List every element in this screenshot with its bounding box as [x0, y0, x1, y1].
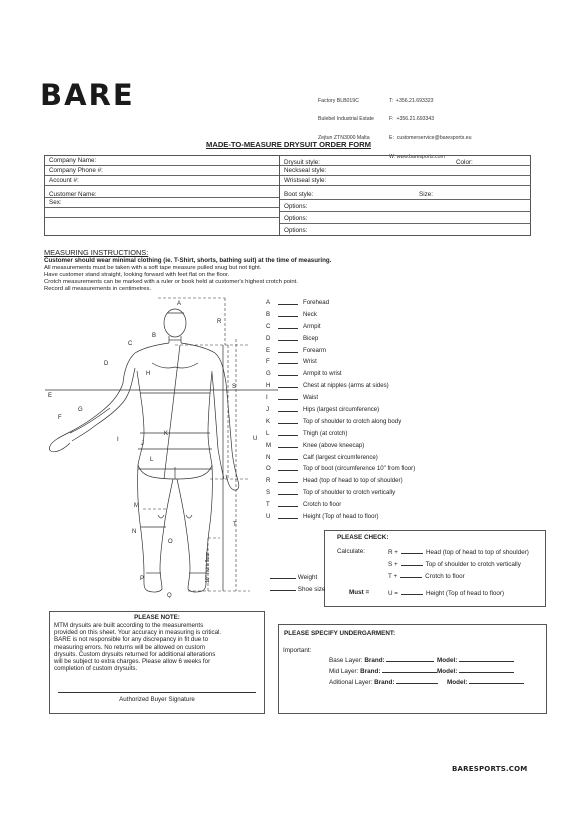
measurement-desc: Calf (largest circumference)	[303, 453, 378, 461]
model-blank[interactable]	[459, 667, 514, 673]
check-desc: Head (top of head to top of shoulder)	[425, 549, 529, 556]
drysuit-style-field[interactable]	[280, 156, 531, 166]
measurement-desc: Waist	[303, 394, 319, 402]
calculate-label: Calculate:	[337, 548, 366, 555]
instructions-heading: MEASURING INSTRUCTIONS:	[44, 248, 149, 257]
check-desc: Top of shoulder to crotch vertically	[425, 561, 521, 568]
figure-letter-j: J	[141, 441, 144, 447]
contact-email: E: customerservice@baresports.eu	[389, 135, 472, 142]
form-title: MADE-TO-MEASURE DRYSUIT ORDER FORM	[206, 140, 371, 149]
check-term: S +	[388, 561, 398, 568]
figure-letter-t: T	[233, 522, 237, 528]
figure-letter-h: H	[146, 371, 151, 377]
figure-letter-r: R	[217, 319, 222, 325]
measurement-desc: Height (Top of head to floor)	[303, 513, 379, 521]
check-term: T +	[388, 573, 398, 580]
color-label: Color:	[456, 159, 473, 166]
mid-layer-row	[329, 667, 437, 675]
customer-info-table	[44, 155, 531, 236]
measurement-letter: O	[266, 465, 271, 473]
brand-blank[interactable]	[382, 667, 437, 673]
signature-label: Authorized Buyer Signature	[119, 696, 195, 703]
measurement-letter: R	[266, 477, 271, 485]
measurement-letter: I	[266, 394, 268, 402]
model-blank[interactable]	[469, 678, 524, 684]
figure-letter-q: Q	[167, 593, 172, 598]
measurement-letter: G	[266, 370, 271, 378]
weight-label: Weight	[297, 574, 318, 581]
field-label: Company Name:	[49, 157, 97, 164]
instructions-clothing: Customer should wear minimal clothing (ie. T-Shirt, shorts, bathing suit) at the time of measuring.	[44, 257, 332, 264]
check-term: U =	[388, 590, 398, 597]
field-label: Customer Name:	[49, 191, 97, 198]
base-layer-row	[329, 656, 434, 664]
figure-letter-m: M	[134, 503, 139, 509]
check-row	[388, 560, 521, 568]
measurement-blank[interactable]	[278, 304, 298, 305]
figure-letter-s: S	[232, 384, 237, 390]
measurement-blank[interactable]	[278, 411, 298, 412]
customer-name-field[interactable]	[45, 186, 279, 198]
measurement-blank[interactable]	[278, 494, 298, 495]
measurement-letter: A	[266, 299, 271, 306]
blank-row	[45, 218, 279, 236]
measurement-blank[interactable]	[278, 316, 298, 317]
field-label: Boot style:	[284, 191, 314, 198]
note-line: measuring errors. No returns will be allowed on custom	[54, 643, 205, 651]
must-label: Must =	[349, 589, 370, 596]
check-desc: Height (Top of head to floor)	[425, 590, 505, 597]
please-note-box	[49, 611, 265, 714]
measurement-desc: Crotch to floor	[303, 501, 342, 509]
field-label: Wristseal style:	[284, 177, 327, 184]
measurement-blank[interactable]	[278, 518, 298, 519]
undergarment-title: PLEASE SPECIFY UNDERGARMENT:	[284, 630, 396, 637]
figure-letter-g: G	[78, 407, 83, 413]
please-note-text	[54, 622, 221, 672]
model-label: Model:	[437, 668, 458, 675]
check-term: R +	[388, 549, 398, 556]
customer-details	[45, 156, 280, 235]
measurement-desc: Top of shoulder to crotch vertically	[303, 489, 396, 497]
sex-field[interactable]	[45, 198, 279, 208]
measurement-blank[interactable]	[278, 506, 298, 507]
brand-label: Brand:	[364, 657, 385, 664]
measurement-letter: K	[266, 417, 271, 425]
field-label: Sex:	[49, 199, 62, 206]
layer-label: Mid Layer:	[329, 668, 359, 675]
mid-layer-model	[437, 667, 514, 675]
measurement-letter: S	[266, 489, 271, 497]
measurement-blank[interactable]	[278, 435, 298, 436]
important-label: Important:	[283, 647, 312, 654]
field-label: Account #:	[49, 177, 79, 184]
instruction-line: All measurements must be taken with a soft tape measure pulled snug but not tight.	[44, 265, 262, 271]
options-field[interactable]	[280, 212, 531, 224]
figure-letter-d: D	[104, 361, 109, 367]
check-row	[388, 589, 504, 597]
measurement-blank[interactable]	[278, 340, 298, 341]
measurement-letter: M	[266, 441, 272, 449]
measurement-desc: Knee (above kneecap)	[303, 441, 365, 449]
measurement-desc: Top of boot (circumference 10" from floor)	[303, 465, 416, 473]
figure-letter-c: C	[128, 341, 133, 347]
figure-letter-u: U	[253, 436, 258, 442]
note-line: BARE is not responsible for any discrepancy in fit due to	[54, 636, 209, 644]
measurement-blank[interactable]	[278, 482, 298, 483]
measurement-desc: Armpit to wrist	[303, 370, 342, 378]
model-label: Model:	[437, 657, 458, 664]
check-row	[388, 548, 529, 556]
measurement-letter: T	[266, 501, 270, 509]
measurement-blank[interactable]	[278, 399, 298, 400]
figure-letter-n: N	[132, 529, 137, 535]
options-field[interactable]	[280, 224, 531, 236]
instruction-line: Crotch measurements can be marked with a ruler or book held at customer's highest crotch point.	[44, 279, 298, 285]
undergarment-box	[278, 624, 547, 714]
measurement-desc: Chest at nipples (arms at sides)	[303, 382, 389, 390]
field-label: Options:	[284, 227, 308, 234]
address-line: Zejtun ZTN3000 Malta	[318, 135, 370, 142]
figure-letter-p: P	[140, 576, 145, 582]
measurement-letter: E	[266, 346, 271, 354]
field-label: Options:	[284, 203, 308, 210]
measurement-blank[interactable]	[278, 423, 298, 424]
check-blank[interactable]	[400, 572, 422, 578]
field-label: Options:	[284, 215, 308, 222]
field-label: Drysuit style:	[284, 159, 321, 166]
blank-row	[45, 208, 279, 218]
company-address	[318, 85, 374, 148]
contact-web: W: www.baresports.com	[389, 154, 445, 161]
company-phone-field[interactable]	[45, 166, 279, 176]
measurement-desc: Bicep	[303, 334, 319, 342]
footer-website: BARESPORTS.COM	[452, 765, 528, 773]
layer-label: Base Layer:	[329, 657, 363, 664]
measurement-letter: H	[266, 382, 271, 390]
from-floor-label: 10" from floor	[205, 552, 211, 583]
field-label: Company Phone #:	[49, 167, 103, 174]
measurement-letter: C	[266, 322, 271, 330]
figure-letter-b: B	[152, 333, 157, 339]
measurement-blank[interactable]	[278, 352, 298, 353]
note-line: provided on this sheet. Your accuracy in measuring is critical.	[54, 629, 222, 637]
measurement-letter: N	[266, 453, 271, 461]
model-label: Model:	[447, 679, 468, 686]
additional-layer-model	[447, 678, 524, 686]
additional-layer-row	[329, 678, 438, 686]
brand-blank[interactable]	[396, 678, 438, 684]
address-line: Bulebel Industrial Estate	[318, 116, 374, 123]
field-label: Neckseal style:	[284, 167, 327, 174]
options-field[interactable]	[280, 200, 531, 212]
wristseal-style-field[interactable]	[280, 176, 531, 186]
measurement-desc: Forearm	[303, 346, 327, 354]
figure-letter-a: A	[177, 301, 182, 307]
measurement-letter: B	[266, 310, 271, 318]
size-label: Size:	[419, 191, 433, 198]
measurement-desc: Wrist	[303, 358, 317, 366]
check-row	[388, 572, 465, 580]
figure-letter-e: E	[48, 393, 53, 399]
measurement-desc: Armpit	[303, 322, 321, 330]
account-field[interactable]	[45, 176, 279, 186]
company-name-field[interactable]	[45, 156, 279, 166]
contact-phone: T: +356.21.693323	[389, 97, 434, 104]
check-blank[interactable]	[401, 560, 423, 566]
measurement-letter: J	[266, 406, 270, 414]
measurement-desc: Forehead	[303, 299, 330, 306]
layer-label: Aditional Layer:	[329, 679, 373, 686]
measurement-letter: D	[266, 334, 271, 342]
brand-label: Brand:	[360, 668, 381, 675]
measurement-blank[interactable]	[278, 328, 298, 329]
measurement-desc: Thigh (at crotch)	[303, 429, 348, 437]
measurement-blank[interactable]	[278, 363, 298, 364]
check-blank[interactable]	[401, 548, 423, 554]
please-check-box	[324, 530, 546, 607]
measurement-blank[interactable]	[278, 447, 298, 448]
weight-field[interactable]	[270, 573, 317, 581]
weight-blank[interactable]	[270, 573, 296, 579]
please-check-title: PLEASE CHECK:	[337, 534, 389, 541]
check-blank[interactable]	[401, 589, 423, 595]
drysuit-details	[280, 156, 531, 235]
measurement-letter: F	[266, 358, 270, 366]
address-line: Factory BLB019C	[318, 97, 359, 104]
measurement-blank[interactable]	[278, 387, 298, 388]
instruction-line: Have customer stand straight, looking forward with feet flat on the floor.	[44, 272, 230, 278]
figure-letter-i: I	[117, 437, 119, 443]
model-blank[interactable]	[459, 656, 514, 662]
note-line: will be subject to extra charges. Please allow 6 weeks for	[54, 658, 211, 666]
measurement-desc: Head (top of head to top of shoulder)	[303, 477, 403, 485]
contact-fax: F: +356.21.693343	[389, 116, 435, 123]
bare-logo: BARE	[40, 78, 135, 112]
signature-line[interactable]	[58, 692, 256, 693]
note-line: completion of custom drysuits.	[54, 665, 138, 673]
boot-style-field[interactable]	[280, 186, 531, 200]
measurement-desc: Hips (largest circumference)	[303, 406, 380, 414]
brand-label: Brand:	[374, 679, 395, 686]
measurement-letter: L	[266, 429, 270, 437]
please-note-title: PLEASE NOTE:	[134, 614, 180, 621]
note-line: MTM drysuits are built according to the measurements	[54, 622, 204, 629]
neckseal-style-field[interactable]	[280, 166, 531, 176]
measurement-desc: Top of shoulder to crotch along body	[303, 417, 402, 425]
instruction-line: Record all measurements in centimetres.	[44, 286, 152, 292]
shoe-size-blank[interactable]	[270, 585, 296, 591]
brand-blank[interactable]	[386, 656, 434, 662]
measurement-blank[interactable]	[278, 470, 298, 471]
shoe-size-field[interactable]	[270, 585, 325, 593]
measurement-blank[interactable]	[278, 375, 298, 376]
figure-letter-k: K	[164, 431, 169, 437]
body-measurement-diagram	[40, 293, 280, 598]
measurement-blank[interactable]	[278, 459, 298, 460]
base-layer-model	[437, 656, 514, 664]
measurement-desc: Neck	[303, 310, 317, 318]
note-line: drysuits. Custom drysuits returned for additional alterations	[54, 650, 216, 658]
figure-letter-f: F	[58, 415, 62, 421]
figure-letter-o: O	[168, 539, 173, 545]
shoe-size-label: Shoe size	[297, 586, 326, 593]
figure-letter-l: L	[150, 457, 154, 463]
measurement-letter: U	[266, 513, 271, 521]
check-desc: Crotch to floor	[425, 573, 465, 580]
